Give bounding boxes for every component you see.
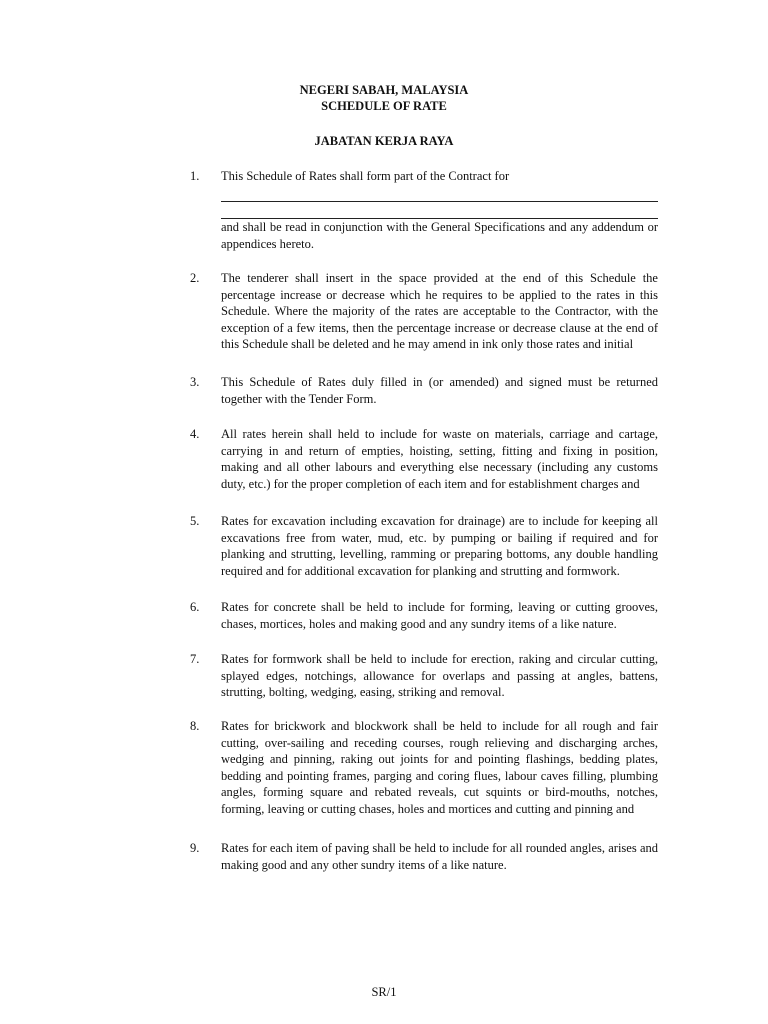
clause-text: Rates for each item of paving shall be held to include for all rounded angles, arises and making good and any other sundry items of a like nature. [221,841,658,872]
clause-number: 5. [190,514,200,528]
clause-number: 8. [190,719,200,733]
clause-number: 7. [190,652,200,666]
clause-number: 1. [190,169,200,183]
clause-number: 2. [190,271,200,285]
clause-number: 4. [190,427,200,441]
header-department: JABATAN KERJA RAYA [314,134,454,148]
clause-text: Rates for concrete shall be held to include for forming, leaving or cutting grooves, chases, mortices, holes and making good and any sundry items of a like nature. [221,600,658,631]
header-region: NEGERI SABAH, MALAYSIA [299,83,469,97]
clause-text: and shall be read in conjunction with the General Specifications and any addendum or appendices hereto. [221,220,658,251]
clause-number: 9. [190,841,200,855]
clause-text: The tenderer shall insert in the space provided at the end of this Schedule the percentage increase or decrease which he requires to be applied to the rates in this Schedule. Where the majority of the rates are acceptable to the Contractor, with the exception of a few items, then the percentage increase or decrease clause at the end of this Schedule shall be deleted and he may amend in ink only those rates and initial [221,271,658,352]
clause-number: 3. [190,375,200,389]
clause-text: This Schedule of Rates duly filled in (or amended) and signed must be returned together with the Tender Form. [221,375,658,406]
contract-blank-line [221,201,658,202]
clause-text: Rates for formwork shall be held to include for erection, raking and circular cutting, splayed edges, notchings, allowance for overlaps and passing at angles, battens, strutting, bolting, wedging, easing, striking and removal. [221,652,658,700]
clause-text: All rates herein shall held to include for waste on materials, carriage and cartage, carrying in and return of empties, hoisting, setting, fitting and fixing in position, making and all other labours and everything else necessary (including any customs duty, etc.) for the proper completion of each item and for establishment charges and [221,427,658,491]
clause-text: This Schedule of Rates shall form part of the Contract for [221,169,510,183]
page-number: SR/1 [371,985,397,999]
clause-number: 6. [190,600,200,614]
clause-text: Rates for excavation including excavation for drainage) are to include for keeping all excavations free from water, mud, etc. by pumping or bailing if required and for planking and strutting, levelling, ramming or preparing bottoms, any double handling required and for additional excavation for planking and strutting and formwork. [221,514,658,578]
header-title: SCHEDULE OF RATE [321,99,447,113]
clause-text: Rates for brickwork and blockwork shall be held to include for all rough and fair cutting, over-sailing and receding courses, rough relieving and discharging arches, wedging and pinning, raking out joints for and pointing flashings, bedding plates, bedding and pointing frames, parging and coring flues, labour caves filling, plumbing angles, forming square and rebated reveals, cut squints or bird-mouths, notches, forming, leaving or cutting chases, holes and mortices and cutting and pinning and [221,719,658,816]
